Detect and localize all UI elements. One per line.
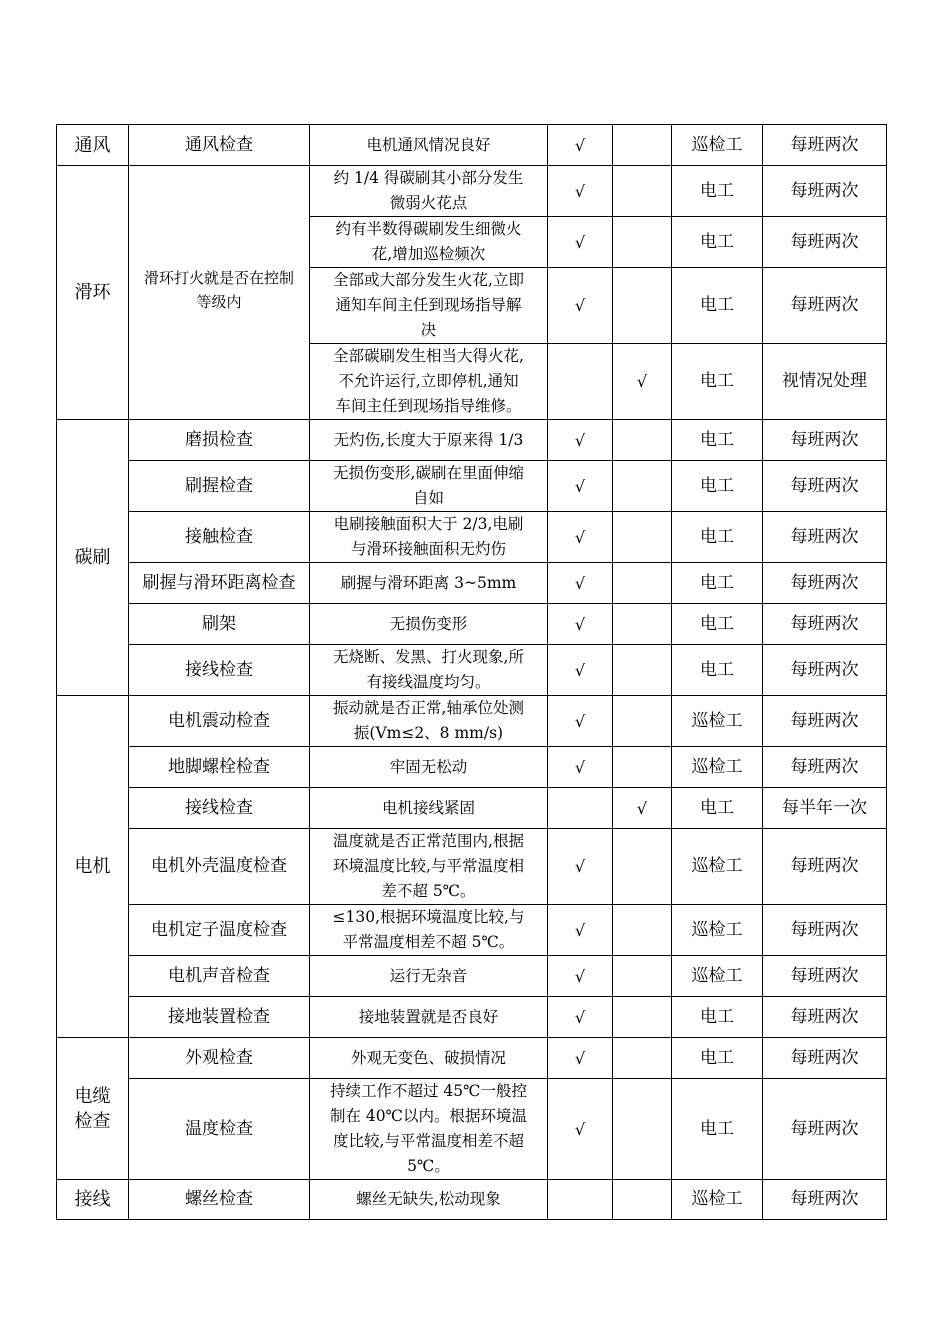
responsible-cell: 电工	[672, 645, 763, 696]
cell-line: 平常温度相差不超 5℃。	[342, 933, 515, 951]
standard-cell	[310, 747, 548, 788]
cell-line: 持续工作不超过 45℃一般控	[330, 1082, 527, 1100]
check-mark-cell: √	[548, 217, 613, 268]
category-cell: 滑环	[57, 166, 129, 420]
responsible-cell: 巡检工	[672, 905, 763, 956]
responsible-cell: 电工	[672, 604, 763, 645]
check-mark-cell: √	[548, 956, 613, 997]
check-mark-cell: √	[548, 420, 613, 461]
frequency-cell: 每班两次	[763, 420, 887, 461]
check-mark-cell	[613, 997, 672, 1038]
table-row	[57, 461, 887, 512]
check-mark-cell	[613, 956, 672, 997]
table-row	[57, 905, 887, 956]
table-row	[57, 956, 887, 997]
frequency-cell: 每班两次	[763, 747, 887, 788]
standard-cell	[310, 997, 548, 1038]
check-item-cell: 刷握与滑环距离检查	[129, 563, 310, 604]
frequency-cell: 每班两次	[763, 1180, 887, 1220]
cell-line: 全部碳刷发生相当大得火花,	[333, 347, 524, 365]
standard-cell	[310, 905, 548, 956]
responsible-cell: 电工	[672, 788, 763, 829]
cell-line: 牢固无松动	[389, 757, 468, 776]
standard-cell	[310, 1038, 548, 1079]
cell-line: 螺丝无缺失,松动现象	[356, 1190, 501, 1208]
responsible-cell: 电工	[672, 512, 763, 563]
table-row	[57, 1038, 887, 1079]
standard-cell	[310, 217, 548, 268]
cell-line: 约 1/4 得碳刷其小部分发生	[333, 169, 524, 187]
check-mark-cell	[613, 461, 672, 512]
check-mark-cell	[548, 788, 613, 829]
check-mark-cell: √	[548, 747, 613, 788]
check-mark-cell	[613, 420, 672, 461]
check-mark-cell	[613, 747, 672, 788]
check-mark-cell	[613, 645, 672, 696]
check-item-cell: 接线检查	[129, 645, 310, 696]
check-mark-cell	[613, 696, 672, 747]
check-mark-cell	[548, 344, 613, 420]
responsible-cell: 电工	[672, 217, 763, 268]
check-mark-cell	[613, 1180, 672, 1220]
check-mark-cell: √	[548, 604, 613, 645]
check-item-cell: 刷握检查	[129, 461, 310, 512]
cell-line: 检查	[74, 1110, 111, 1132]
cell-line: 振动就是否正常,轴承位处测	[333, 699, 524, 717]
frequency-cell: 每班两次	[763, 563, 887, 604]
cell-line: ≤130,根据环境温度比较,与	[332, 908, 525, 926]
check-mark-cell: √	[548, 696, 613, 747]
category-cell: 通风	[57, 125, 129, 166]
cell-line: 与滑环接触面积无灼伤	[350, 540, 506, 558]
check-mark-cell: √	[548, 645, 613, 696]
check-item-cell: 接地装置检查	[129, 997, 310, 1038]
check-mark-cell: √	[548, 461, 613, 512]
cell-line: 度比较,与平常温度相差不超	[333, 1132, 524, 1150]
cell-line: 差不超 5℃。	[381, 882, 476, 900]
table-row	[57, 788, 887, 829]
check-mark-cell	[613, 563, 672, 604]
frequency-cell: 每半年一次	[763, 788, 887, 829]
table-row	[57, 166, 887, 217]
check-mark-cell: √	[548, 1079, 613, 1180]
check-item-cell: 电机声音检查	[129, 956, 310, 997]
check-item-cell: 刷架	[129, 604, 310, 645]
cell-line: 环境温度比较,与平常温度相	[333, 857, 524, 875]
inspection-table	[56, 124, 887, 1220]
check-item-cell: 接触检查	[129, 512, 310, 563]
responsible-cell: 电工	[672, 166, 763, 217]
frequency-cell: 每班两次	[763, 512, 887, 563]
cell-line: 自如	[412, 489, 444, 507]
responsible-cell: 巡检工	[672, 1180, 763, 1220]
cell-line: 无烧断、发黑、打火现象,所	[333, 648, 524, 666]
standard-cell	[310, 696, 548, 747]
standard-cell	[310, 645, 548, 696]
standard-cell	[310, 1180, 548, 1220]
responsible-cell: 巡检工	[672, 125, 763, 166]
cell-line: 运行无杂音	[389, 966, 468, 985]
cell-line: 无损伤变形	[389, 614, 468, 633]
standard-cell	[310, 166, 548, 217]
category-cell: 接线	[57, 1180, 129, 1220]
cell-line: 不允许运行,立即停机,通知	[338, 372, 519, 390]
cell-line: 决	[420, 321, 437, 339]
check-mark-cell: √	[548, 125, 613, 166]
cell-line: 全部或大部分发生火花,立即	[333, 271, 524, 289]
responsible-cell: 电工	[672, 563, 763, 604]
check-item-cell: 温度检查	[129, 1079, 310, 1180]
standard-cell	[310, 1079, 548, 1180]
check-mark-cell	[613, 268, 672, 344]
cell-line: 约有半数得碳刷发生细微火	[335, 220, 522, 238]
cell-line: 刷握与滑环距离 3~5mm	[340, 573, 517, 592]
responsible-cell: 电工	[672, 268, 763, 344]
standard-cell	[310, 956, 548, 997]
category-cell: 碳刷	[57, 420, 129, 696]
table-row	[57, 563, 887, 604]
responsible-cell: 电工	[672, 461, 763, 512]
category-cell	[57, 1038, 129, 1180]
check-item-cell: 地脚螺栓检查	[129, 747, 310, 788]
table-row	[57, 604, 887, 645]
frequency-cell: 每班两次	[763, 1079, 887, 1180]
check-item-cell: 通风检查	[129, 125, 310, 166]
responsible-cell: 电工	[672, 1038, 763, 1079]
cell-line: 车间主任到现场指导维修。	[335, 397, 522, 415]
responsible-cell: 巡检工	[672, 829, 763, 905]
table-row	[57, 829, 887, 905]
cell-line: 制在 40℃以内。根据环境温	[330, 1107, 527, 1125]
cell-line: 电机通风情况良好	[366, 135, 491, 154]
table-row	[57, 645, 887, 696]
standard-cell	[310, 604, 548, 645]
frequency-cell: 每班两次	[763, 268, 887, 344]
cell-line: 电刷接触面积大于 2/3,电刷	[333, 515, 524, 533]
check-mark-cell	[613, 125, 672, 166]
check-mark-cell: √	[548, 563, 613, 604]
check-item-cell: 电机外壳温度检查	[129, 829, 310, 905]
check-mark-cell	[613, 1079, 672, 1180]
check-mark-cell: √	[548, 166, 613, 217]
cell-line: 振(Vm≤2、8 mm/s)	[353, 724, 504, 742]
cell-line: 无损伤变形,碳刷在里面伸缩	[333, 464, 524, 482]
frequency-cell: 每班两次	[763, 166, 887, 217]
check-item-cell: 电机定子温度检查	[129, 905, 310, 956]
frequency-cell: 每班两次	[763, 829, 887, 905]
check-mark-cell: √	[613, 788, 672, 829]
frequency-cell: 视情况处理	[763, 344, 887, 420]
frequency-cell: 每班两次	[763, 997, 887, 1038]
table-row	[57, 747, 887, 788]
standard-cell	[310, 461, 548, 512]
standard-cell	[310, 344, 548, 420]
standard-cell	[310, 512, 548, 563]
check-mark-cell: √	[548, 997, 613, 1038]
check-item-cell: 外观检查	[129, 1038, 310, 1079]
cell-line: 无灼伤,长度大于原来得 1/3	[333, 430, 524, 449]
check-mark-cell	[548, 1180, 613, 1220]
standard-cell	[310, 125, 548, 166]
frequency-cell: 每班两次	[763, 125, 887, 166]
responsible-cell: 电工	[672, 997, 763, 1038]
check-mark-cell: √	[548, 1038, 613, 1079]
cell-line: 5℃。	[407, 1157, 450, 1175]
check-item-cell: 电机震动检查	[129, 696, 310, 747]
check-mark-cell	[613, 166, 672, 217]
frequency-cell: 每班两次	[763, 461, 887, 512]
table-row	[57, 512, 887, 563]
table-row	[57, 997, 887, 1038]
frequency-cell: 每班两次	[763, 217, 887, 268]
cell-line: 花,增加巡检频次	[371, 245, 486, 263]
frequency-cell: 每班两次	[763, 905, 887, 956]
standard-cell	[310, 268, 548, 344]
check-mark-cell: √	[548, 829, 613, 905]
check-mark-cell	[613, 512, 672, 563]
responsible-cell: 电工	[672, 1079, 763, 1180]
standard-cell	[310, 829, 548, 905]
category-cell: 电机	[57, 696, 129, 1038]
cell-line: 电机接线紧固	[381, 798, 475, 817]
responsible-cell: 电工	[672, 344, 763, 420]
frequency-cell: 每班两次	[763, 1038, 887, 1079]
table-row	[57, 420, 887, 461]
check-mark-cell	[613, 829, 672, 905]
check-mark-cell	[613, 604, 672, 645]
check-mark-cell: √	[548, 905, 613, 956]
frequency-cell: 每班两次	[763, 696, 887, 747]
cell-line: 温度就是否正常范围内,根据	[333, 832, 524, 850]
check-item-cell: 滑环打火就是否在控制等级内	[129, 166, 310, 420]
responsible-cell: 电工	[672, 420, 763, 461]
responsible-cell: 巡检工	[672, 956, 763, 997]
frequency-cell: 每班两次	[763, 604, 887, 645]
table-row	[57, 696, 887, 747]
responsible-cell: 巡检工	[672, 747, 763, 788]
cell-line: 微弱火花点	[389, 194, 468, 212]
standard-cell	[310, 788, 548, 829]
cell-line: 电缆	[74, 1085, 111, 1107]
check-item-cell: 螺丝检查	[129, 1180, 310, 1220]
check-mark-cell: √	[613, 344, 672, 420]
standard-cell	[310, 420, 548, 461]
frequency-cell: 每班两次	[763, 956, 887, 997]
check-mark-cell	[613, 217, 672, 268]
frequency-cell: 每班两次	[763, 645, 887, 696]
cell-line: 通知车间主任到现场指导解	[335, 296, 522, 314]
check-item-cell: 磨损检查	[129, 420, 310, 461]
cell-line: 接地装置就是否良好	[358, 1007, 499, 1026]
check-mark-cell: √	[548, 268, 613, 344]
check-mark-cell	[613, 1038, 672, 1079]
table-row	[57, 125, 887, 166]
check-mark-cell: √	[548, 512, 613, 563]
check-mark-cell	[613, 905, 672, 956]
cell-line: 外观无变色、破损情况	[350, 1048, 506, 1067]
table-row	[57, 1180, 887, 1220]
cell-line: 有接线温度均匀。	[366, 673, 491, 691]
responsible-cell: 巡检工	[672, 696, 763, 747]
table-row	[57, 1079, 887, 1180]
standard-cell	[310, 563, 548, 604]
check-item-cell: 接线检查	[129, 788, 310, 829]
